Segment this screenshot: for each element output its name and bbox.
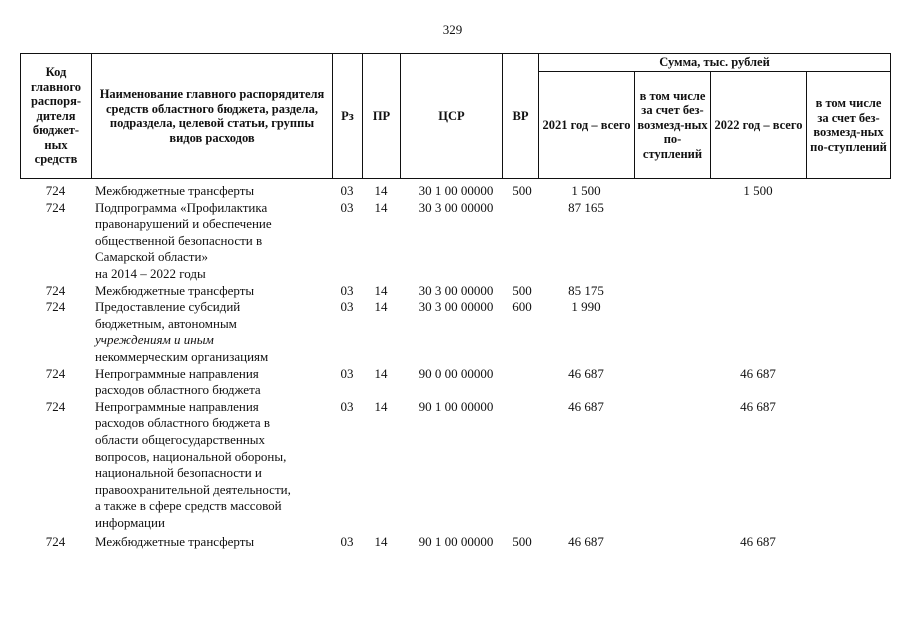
header-code: Код главного распоря-дителя бюджет-ных средств <box>21 54 92 179</box>
header-2022-free: в том числе за счет без-возмезд-ных по-ступлений <box>807 72 891 179</box>
cell-2021-total: 87 165 <box>568 199 604 215</box>
cell-csr: 90 1 00 00000 <box>418 398 494 414</box>
cell-code: 724 <box>45 183 66 198</box>
cell-name-line: Межбюджетные трансферты <box>95 282 255 298</box>
cell-name-line: Самарской области» <box>95 249 208 265</box>
cell-2021-total: 46 687 <box>568 365 604 381</box>
table-row <box>20 366 890 399</box>
cell-name-line: области общегосударственных <box>95 431 266 447</box>
cell-pr: 14 <box>374 282 388 298</box>
cell-name <box>95 200 345 283</box>
cell-name-line: правонарушений и обеспечение <box>95 216 272 232</box>
cell-2021-total: 46 687 <box>568 534 604 550</box>
cell-csr: 90 1 00 00000 <box>418 534 494 550</box>
cell-code: 724 <box>45 282 66 298</box>
cell-name-line: бюджетным, автономным <box>95 315 237 331</box>
cell-code: 724 <box>45 299 66 315</box>
table-row <box>20 200 890 283</box>
cell-rz: 03 <box>340 398 354 414</box>
cell-2021-total: 85 175 <box>568 282 604 298</box>
cell-name-line: расходов областного бюджета в <box>95 415 271 431</box>
cell-pr: 14 <box>374 365 388 381</box>
cell-pr: 14 <box>374 534 388 550</box>
cell-csr: 30 3 00 00000 <box>418 299 494 315</box>
cell-name-line: Подпрограмма «Профилактика <box>95 199 268 215</box>
cell-name-line: учреждениям и иным <box>95 332 214 348</box>
cell-name-line: правоохранительной деятельности, <box>95 481 291 497</box>
table-header <box>20 53 891 179</box>
header-2022-total: 2022 год – всего <box>711 72 807 179</box>
cell-name-line: расходов областного бюджета <box>95 382 261 398</box>
cell-csr: 30 1 00 00000 <box>418 183 494 198</box>
cell-2021-total: 1 500 <box>571 183 601 198</box>
cell-vr: 500 <box>512 282 532 298</box>
cell-pr: 14 <box>374 398 388 414</box>
cell-2021-total: 1 990 <box>571 299 601 315</box>
cell-name-line: национальной безопасности и <box>95 465 262 481</box>
cell-code: 724 <box>45 365 66 381</box>
cell-name-line: Межбюджетные трансферты <box>95 183 255 198</box>
page-number: 329 <box>442 22 463 37</box>
cell-name-line: Предоставление субсидий <box>95 299 241 315</box>
cell-rz: 03 <box>340 534 354 550</box>
cell-2022-total: 46 687 <box>740 534 776 550</box>
cell-name-line: общественной безопасности в <box>95 232 263 248</box>
cell-name-line: Непрограммные направления <box>95 365 259 381</box>
cell-csr: 30 3 00 00000 <box>418 199 494 215</box>
table-row <box>20 299 890 365</box>
cell-rz: 03 <box>340 183 354 198</box>
table-row <box>20 399 890 532</box>
header-vr: ВР <box>503 54 539 179</box>
cell-code: 724 <box>45 398 66 414</box>
header-csr: ЦСР <box>401 54 503 179</box>
header-2021-total: 2021 год – всего <box>539 72 635 179</box>
table-body <box>20 183 890 551</box>
cell-vr: 500 <box>512 534 532 550</box>
cell-2022-total: 46 687 <box>740 398 776 414</box>
cell-name-line: Межбюджетные трансферты <box>95 534 255 550</box>
cell-code: 724 <box>45 199 66 215</box>
cell-name-line: информации <box>95 514 165 530</box>
cell-name <box>95 283 345 300</box>
cell-name-line: а также в сфере средств массовой <box>95 498 282 514</box>
cell-name <box>95 183 345 200</box>
cell-name <box>95 366 345 399</box>
cell-name-line: некоммерческим организациям <box>95 348 269 364</box>
header-2021-free: в том числе за счет без-возмезд-ных по-ступлений <box>635 72 711 179</box>
cell-vr: 600 <box>512 299 532 315</box>
cell-pr: 14 <box>374 299 388 315</box>
cell-rz: 03 <box>340 199 354 215</box>
table-row <box>20 534 890 551</box>
cell-name-line: на 2014 – 2022 годы <box>95 265 206 281</box>
header-pr: ПР <box>363 54 401 179</box>
cell-name <box>95 534 345 551</box>
cell-name <box>95 299 345 365</box>
header-name: Наименование главного распорядителя средств областного бюджета, раздела, подраздела, целевой статьи, группы видов расходов <box>92 54 333 179</box>
cell-2021-total: 46 687 <box>568 398 604 414</box>
cell-csr: 90 0 00 00000 <box>418 365 494 381</box>
cell-2022-total: 46 687 <box>740 365 776 381</box>
cell-vr: 500 <box>512 183 532 198</box>
table-row <box>20 183 890 200</box>
table-row <box>20 283 890 300</box>
header-rz: Рз <box>333 54 363 179</box>
cell-rz: 03 <box>340 365 354 381</box>
cell-pr: 14 <box>374 183 388 198</box>
header-sum-title: Сумма, тыс. рублей <box>539 54 891 72</box>
cell-2022-total: 1 500 <box>743 183 773 198</box>
cell-name-line: вопросов, национальной обороны, <box>95 448 287 464</box>
cell-name <box>95 399 345 532</box>
cell-csr: 30 3 00 00000 <box>418 282 494 298</box>
cell-rz: 03 <box>340 299 354 315</box>
cell-pr: 14 <box>374 199 388 215</box>
cell-name-line: Непрограммные направления <box>95 398 259 414</box>
cell-rz: 03 <box>340 282 354 298</box>
cell-code: 724 <box>45 534 66 550</box>
